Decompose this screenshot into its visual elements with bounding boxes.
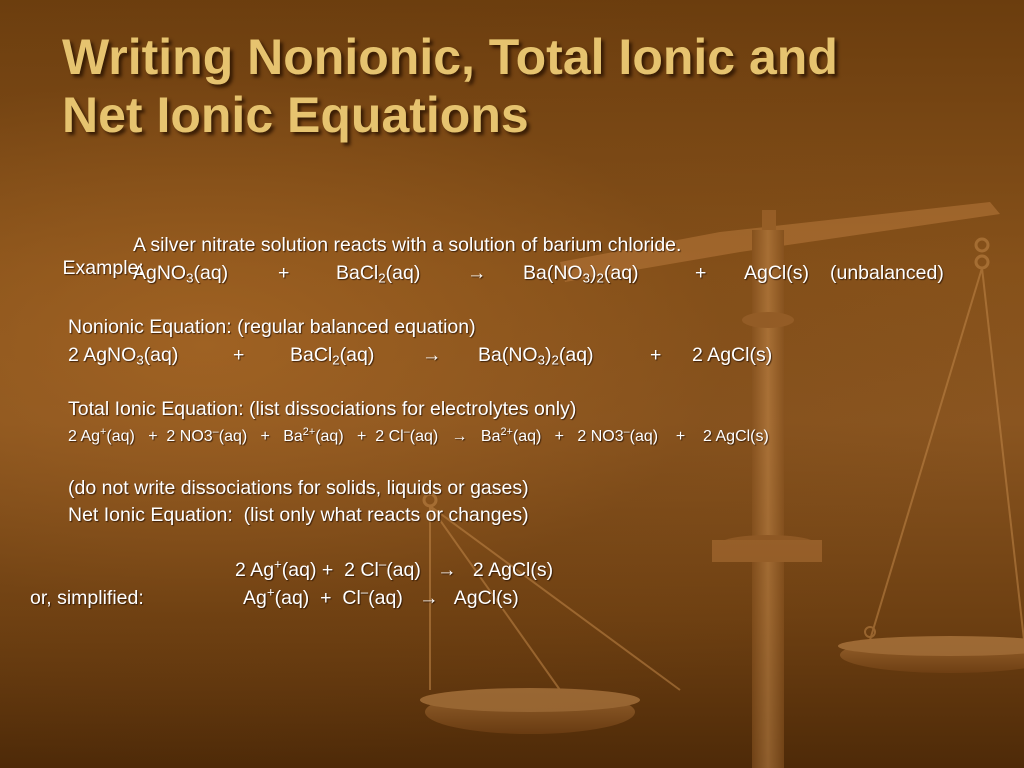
- nonionic-product-2: 2 AgCl(s): [692, 344, 773, 366]
- ion-chloride: 2 Cl–(aq): [375, 426, 439, 445]
- ion-silver: 2 Ag+(aq) +: [235, 556, 334, 581]
- reaction-arrow: →: [451, 428, 468, 445]
- unbalanced-note: (unbalanced): [830, 262, 944, 284]
- ion-silver: 2 Ag+(aq): [68, 426, 135, 445]
- title-line-1: Writing Nonionic, Total Ionic and: [62, 29, 838, 85]
- ion-nitrate: 2 NO3–(aq): [166, 426, 248, 445]
- plus-sign: +: [233, 344, 245, 366]
- ion-nitrate-product: 2 NO3–(aq): [577, 426, 659, 445]
- ion-barium: $Ba^{2+}(aq)$: [283, 426, 344, 445]
- plus-sign: +: [278, 262, 290, 284]
- dissociation-note: (do not write dissociations for solids, liquids or gases): [68, 477, 529, 499]
- example-line: [30, 234, 144, 303]
- ion-silver: Ag+(aq) +: [243, 584, 332, 609]
- example-label: Example:: [62, 257, 144, 279]
- example-text: A silver nitrate solution reacts with a solution of barium chloride.: [133, 234, 682, 256]
- total-ionic-equation: 2 Ag+(aq) + 2 NO3–(aq) + $Ba^{2+}(aq)$ + 2 Cl–(aq) → $Ba^{2+}(aq)$ + 2 NO3–(aq) + 2 AgCl(s): [68, 426, 769, 445]
- silver-chloride-solid: 2 AgCl(s): [472, 559, 554, 581]
- nonionic-reactant-2: BaCl$_2$(aq): [290, 344, 375, 368]
- plus-sign: +: [695, 262, 707, 284]
- silver-chloride-solid: 2 AgCl(s): [703, 428, 769, 445]
- unbalanced-equation: [133, 262, 228, 285]
- reaction-arrow: →: [419, 587, 439, 609]
- reaction-arrow: →: [467, 262, 487, 284]
- reactant-barium-chloride: BaCl$_2$(aq): [336, 262, 421, 286]
- nonionic-product-1: $Ba(NO_3)_2(aq)$: [478, 344, 594, 368]
- reaction-arrow: →: [422, 344, 442, 366]
- product-silver-chloride: AgCl(s): [744, 262, 810, 284]
- title-line-2: Net Ionic Equations: [62, 87, 529, 143]
- nonionic-heading: Nonionic Equation: (regular balanced equation): [68, 316, 476, 338]
- product-barium-nitrate: $Ba(NO_3)_2(aq)$: [523, 262, 639, 286]
- ion-chloride: Cl–(aq): [342, 584, 403, 609]
- ion-chloride: 2 Cl–(aq): [344, 556, 421, 581]
- simplified-equation: [243, 584, 519, 610]
- total-ionic-heading: Total Ionic Equation: (list dissociations for electrolytes only): [68, 398, 577, 420]
- simplified-label: or, simplified:: [30, 587, 144, 609]
- ion-barium-product: $Ba^{2+}(aq)$: [480, 426, 542, 445]
- reactant-silver-nitrate: AgNO$_3$(aq): [133, 262, 229, 286]
- net-ionic-heading: Net Ionic Equation: (list only what reacts or changes): [68, 504, 529, 526]
- net-ionic-equation: [235, 556, 554, 582]
- nonionic-reactant-1: 2 AgNO$_3$(aq): [68, 344, 179, 368]
- silver-chloride-solid: AgCl(s): [453, 587, 519, 609]
- reaction-arrow: →: [437, 559, 457, 581]
- plus-sign: +: [650, 344, 662, 366]
